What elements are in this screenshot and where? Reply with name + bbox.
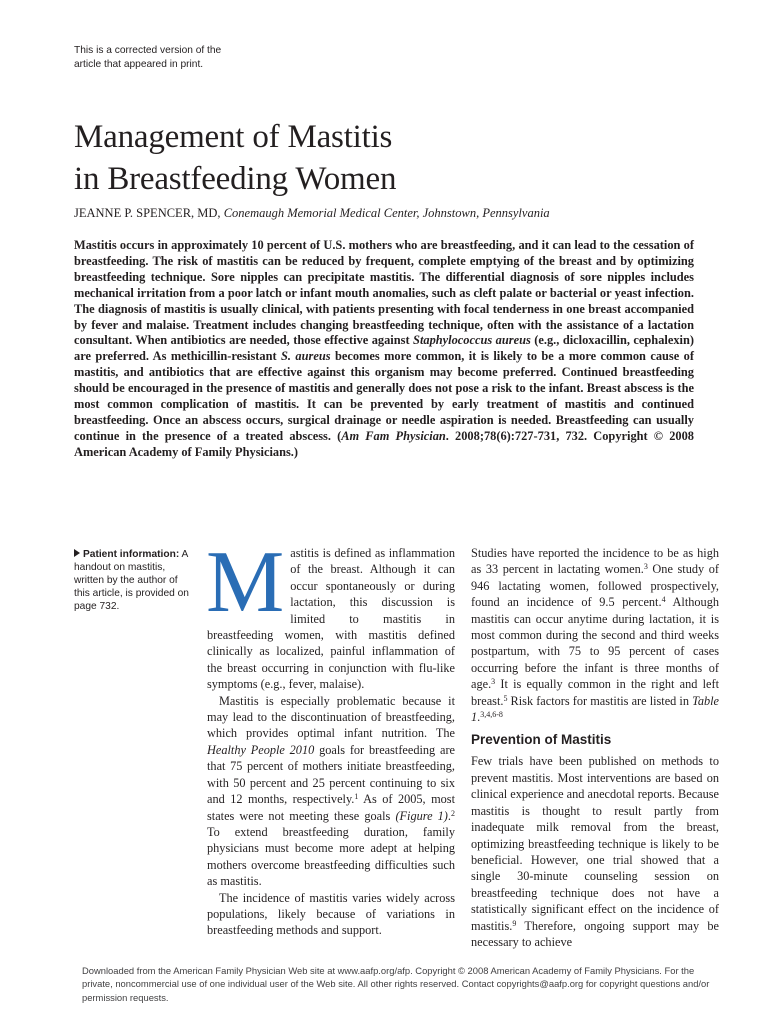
paragraph-text: astitis is defined as inflammation of the breast. Although it can occur spontaneously or during lactation, this discussion is limited to mastitis in breastfeeding women, with mastitis defined clinically as localized, painful inflammation of the breast occurring in conjunction with flu-like symptoms (e.g., fever, malaise). [207, 546, 455, 692]
triangle-arrow-icon [74, 549, 80, 557]
abstract-text-2: (e.g., dicloxacillin, cephalexin) are preferred. As methicillin-resistant [74, 333, 694, 364]
citation-ref: 3 [491, 677, 496, 687]
title-line-1: Management of Mastitis [74, 119, 393, 155]
paragraph-text: . [447, 808, 451, 823]
abstract-text-3: becomes more common, it is likely to be a more common cause of mastitis, and antibiotics that are effective against this organism may become preferred. Continued breastfeeding should be encouraged in the presence of mastitis and generally does not pose a risk to the infant. Breast abscess is the most common complication of mastitis. It can be prevented by early treatment of mastitis and continued breastfeeding. Once an abscess occurs, surgical drainage or needle aspiration is needed. Breastfeeding can usually continue in the presence of a treated abscess. ( [74, 349, 694, 443]
citation-ref: 1 [354, 792, 359, 802]
patient-info-text: A handout on mastitis, written by the author of this article, is provided on page 732. [74, 549, 189, 612]
paragraph [471, 753, 719, 950]
paragraph [206, 534, 455, 693]
citation-ref: 3 [643, 562, 648, 572]
article-title [74, 116, 396, 200]
paragraph-text: It is equally common in the right and left breast. [471, 677, 719, 708]
body-column-2 [471, 545, 719, 950]
table-reference: Table 1 [471, 693, 719, 725]
paragraph-text: Although mastitis can occur anytime during lactation, it is most common during the second and third weeks postpartum, with 75 to 95 percent of cases occurring before the infant is three months of age. [471, 595, 719, 692]
paragraph [471, 545, 719, 725]
correction-note: This is a corrected version of the article that appeared in print. [74, 45, 222, 70]
paragraph [207, 693, 455, 890]
abstract [74, 238, 694, 461]
paragraph-text: goals for breastfeeding are that 75 percent of mothers initiate breastfeeding, with 50 percent and 25 percent continuing to six and 12 months, respectively. [207, 742, 455, 807]
abstract-organism-2: S. aureus [281, 349, 331, 364]
abstract-citation: . 2008;78(6):727-731, 732. Copyright © 2008 American Academy of Family Physicians.) [74, 428, 694, 459]
paragraph-text: To extend breastfeeding duration, family physicians must become more adept at helping mothers overcome breastfeeding difficulties such as mastitis. [207, 824, 455, 889]
healthy-people-reference: Healthy People 2010 [207, 742, 315, 757]
author-name: JEANNE P. SPENCER, MD, [74, 206, 221, 220]
paragraph-text: Mastitis is especially problematic because it may lead to the discontinuation of breastfeeding, which provides optimal infant nutrition. The [207, 693, 455, 741]
paragraph-text: . [477, 710, 481, 725]
paragraph-text: One study of 946 lactating women, followed prospectively, found an incidence of 9.5 percent. [471, 562, 719, 610]
citation-ref: 3,4,6-8 [480, 710, 503, 720]
citation-ref: 4 [661, 595, 666, 605]
paragraph-text: As of 2005, most states were not meeting these goals [207, 792, 455, 823]
citation-ref: 5 [503, 693, 508, 703]
paragraph: The incidence of mastitis varies widely across populations, likely because of variations in breastfeeding methods and support. [207, 890, 455, 938]
paragraph-text: Risk factors for mastitis are listed in [507, 693, 693, 708]
section-heading: Prevention of Mastitis [471, 732, 612, 748]
download-footer: Downloaded from the American Family Physician Web site at www.aafp.org/afp. Copyright © 2008 American Academy of Family Physicians. For the private, noncommercial use of one individual user of the Web site. All other rights reserved. Contact copyrights@aafp.org for copyright questions and/or permission requests. [82, 965, 710, 1003]
patient-info-sidebar [74, 548, 192, 613]
paragraph-text: Therefore, ongoing support may be necessary to achieve [471, 918, 719, 949]
abstract-text-1: Mastitis occurs in approximately 10 percent of U.S. mothers who are breastfeeding, and it can lead to the cessation of breastfeeding. The risk of mastitis can be reduced by frequent, complete emptying of the breast and by optimizing breastfeeding technique. Sore nipples can precipitate mastitis. The differential diagnosis of sore nipples includes mechanical irritation from a poor latch or infant mouth anomalies, such as cleft palate or bacterial or yeast infection. The diagnosis of mastitis is usually clinical, with patients presenting with focal tenderness in one breast accompanied by fever and malaise. Treatment includes changing breastfeeding technique, often with the assistance of a lactation consultant. When antibiotics are needed, those effective against [74, 238, 694, 348]
paragraph-text: Few trials have been published on methods to prevent mastitis. Most interventions are based on clinical experience and anecdotal reports. Because mastitis is thought to result partly from inadequate milk removal from the breast, optimizing breastfeeding technique is likely to be beneficial. However, one trial showed that a single 30-minute counseling session on breastfeeding technique does not have a statistically significant effect on the incidence of mastitis. [471, 754, 719, 933]
author-affiliation: Conemaugh Memorial Medical Center, Johnstown, Pennsylvania [223, 206, 550, 220]
patient-info-label: Patient information: [83, 549, 180, 560]
drop-cap: M [206, 534, 285, 631]
title-line-2: in Breastfeeding Women [74, 161, 397, 197]
paragraph-text: Studies have reported the incidence to be as high as 33 percent in lactating women. [471, 546, 719, 577]
citation-ref: 9 [512, 918, 517, 928]
body-column-1 [206, 534, 455, 939]
byline [74, 205, 550, 221]
citation-ref: 2 [450, 808, 455, 818]
abstract-organism-1: Staphylococcus aureus [413, 333, 531, 348]
figure-reference: (Figure 1) [395, 808, 448, 823]
abstract-journal: Am Fam Physician [341, 428, 446, 443]
